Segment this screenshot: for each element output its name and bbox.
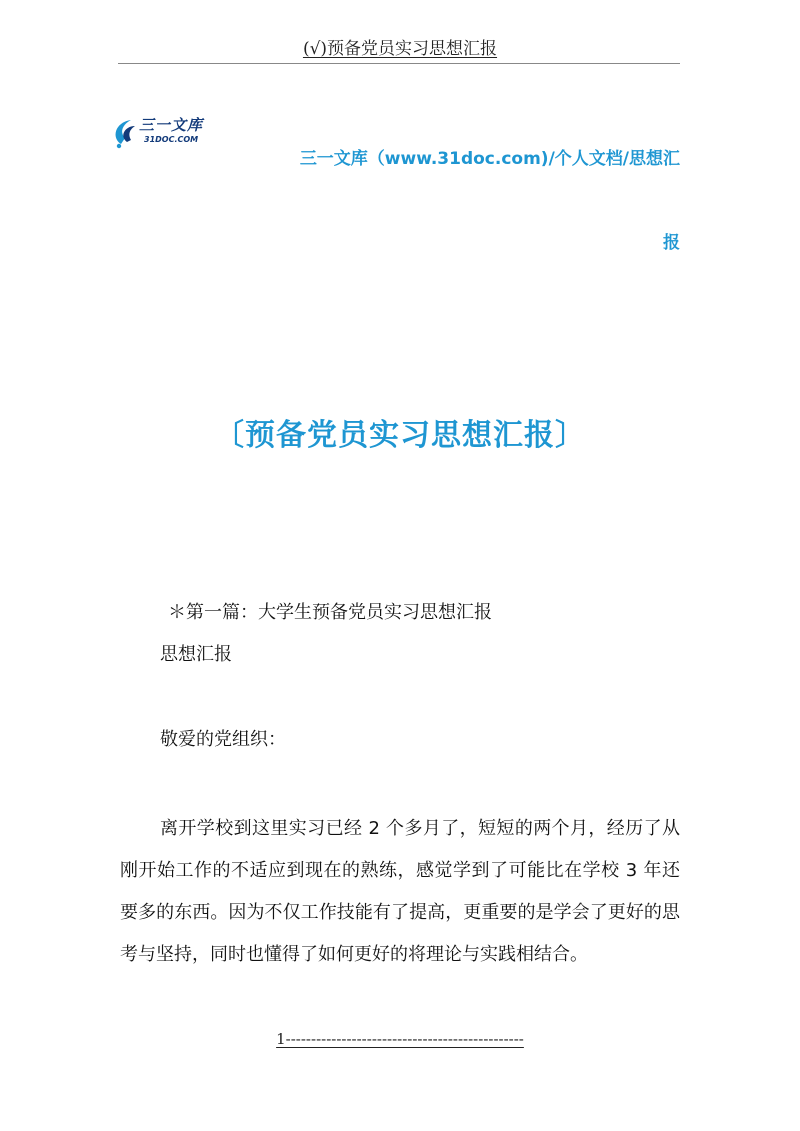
site-breadcrumb-line2[interactable]: 报 (663, 233, 680, 253)
header-title: (√)预备党员实习思想汇报 (302, 39, 498, 59)
logo-subtext: 31DOC.COM (144, 135, 199, 144)
site-logo[interactable] (113, 112, 223, 154)
report-label: 思想汇报 (160, 644, 232, 665)
body-paragraph: 离开学校到这里实习已经 2 个多月了，短短的两个月，经历了从刚开始工作的不适应到现在的熟练，感觉学到了可能比在学校 3 年还要多的东西。因为不仅工作技能有了提高，更重要的是学会了更好的思考与坚持，同时也懂得了如何更好的将理论与实践相结合。 (120, 818, 680, 965)
section-heading: ＊第一篇：大学生预备党员实习思想汇报 (168, 602, 492, 623)
header-divider (118, 63, 680, 64)
logo-text: 三一文库 (139, 116, 204, 134)
site-breadcrumb-line1[interactable]: 三一文库（www.31doc.com)/个人文档/思想汇 (299, 149, 680, 169)
page-number-footer: 1----------------------------------------------- (276, 1030, 524, 1048)
salutation: 敬爱的党组织： (160, 729, 286, 750)
document-title: 〔预备党员实习思想汇报〕 (214, 418, 586, 453)
